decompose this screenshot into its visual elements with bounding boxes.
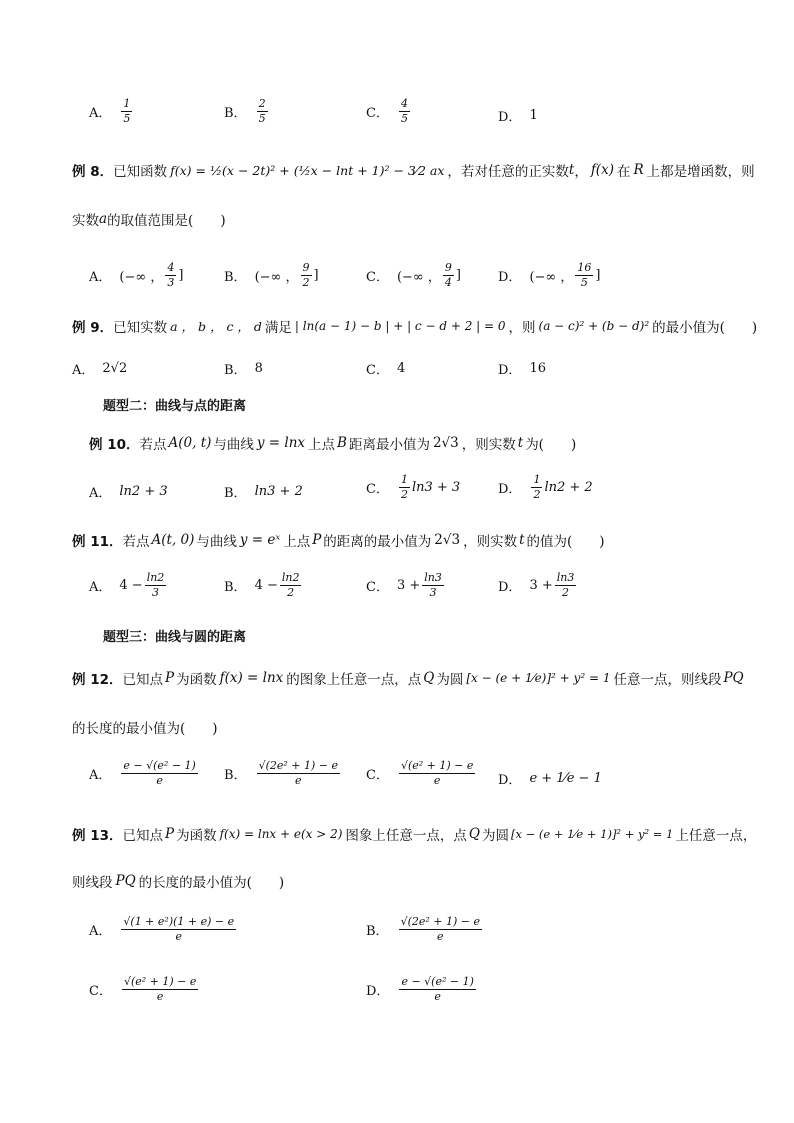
stem-text: 则线段 [72,875,113,891]
q12-stem-line2: 的长度的最小值为( ) [72,721,218,737]
option-label: A． [89,579,112,595]
stem-text: 已知实数 [113,320,168,336]
stem-text: 已知函数 [113,164,168,180]
stem-text: 的长度的最小值为( ) [138,875,285,891]
option-label: C． [89,983,112,999]
denominator: e [437,929,444,943]
stem-text: ， [574,164,588,180]
stem-text: 为圆 [482,828,509,844]
question-tag: 例 10． [89,437,140,453]
fraction [165,262,176,288]
fraction [257,760,340,786]
numerator: 1 [533,473,541,486]
fraction [121,916,236,942]
q11-option-b[interactable] [224,572,303,598]
q8-stem-line2 [72,209,226,229]
stem-text: ，则实数 [463,534,518,550]
option-label: A． [72,363,95,378]
option-label: A． [89,486,112,501]
stem-text: 上点 [308,437,336,453]
fraction [443,262,454,288]
q8-option-d[interactable] [498,262,600,288]
option-label: D． [498,110,522,125]
stem-text: 为函数 [176,672,217,688]
option-value: 4 [396,361,406,376]
option-prefix: (−∞ ， [396,269,441,285]
option-suffix: ] [178,267,184,283]
option-label: A． [89,923,112,939]
fraction [399,474,410,500]
fraction [575,262,593,288]
denominator: e [295,773,302,787]
option-label: C． [366,269,389,285]
distance: 2√3 [434,532,461,548]
option-label: A． [89,767,112,783]
stem-text: 的取值范围是( ) [107,213,226,229]
q7-option-d[interactable] [498,106,538,125]
condition: | ln(a − 1) − b | + | c − d + 2 | = 0 [294,319,506,333]
option-label: A． [89,105,112,121]
option-prefix: (−∞ ， [529,269,574,285]
option-label: D． [366,983,390,999]
function: f(x) = lnx + e(x > 2) [219,827,343,841]
q7-option-b[interactable] [224,98,270,124]
option-label: C． [366,579,389,595]
denominator: 5 [580,275,588,289]
stem-text: 的图象上任意一点，点 [286,672,422,688]
option-label: B． [224,105,247,121]
stem-text: 已知点 [122,828,163,844]
stem-text: 实数 [72,213,99,229]
section-heading: 题型二：曲线与点的距离 [103,399,247,414]
numerator: 9 [302,261,310,274]
fraction [145,572,167,598]
fraction [122,976,198,1002]
stem-text: 上点 [283,534,311,550]
fraction [121,760,197,786]
circle: [x − (e + 1⁄e)]² + y² = 1 [466,671,611,685]
q9-option-d[interactable] [498,359,546,378]
denominator: 3 [151,585,159,599]
q13-option-c[interactable] [89,976,200,1002]
stem-text: 在 [616,164,631,180]
denominator: e [434,989,441,1003]
option-label: A． [89,269,112,285]
option-value: ln2 + 3 [119,484,168,499]
numerator: 4 [400,97,408,110]
denominator: e [175,929,183,943]
fraction [301,262,312,288]
point-a: A(0, t) [168,435,212,451]
option-prefix: (−∞ ， [119,269,164,285]
option-prefix: (−∞ ， [254,269,299,285]
question-tag: 例 13． [72,828,123,844]
question-tag: 例 8． [72,164,114,180]
stem-text: 若点 [122,534,150,550]
fraction [280,572,302,598]
var-t: t [519,532,525,548]
function: f(x) = lnx [219,670,284,686]
numerator: ln2 [146,571,165,584]
q12-option-b[interactable] [224,760,342,786]
numerator: √(2e² + 1) − e [400,915,481,928]
question-tag: 例 12． [72,672,123,688]
stem-text: 满足 [264,320,292,336]
numerator: ln3 [424,571,442,584]
stem-text: ，则 [508,320,536,336]
stem-text: 上都是增函数，则 [646,164,755,180]
segment-pq: PQ [723,670,744,686]
formula: f(x) = ½(x − 2t)² + (½x − lnt + 1)² − 3⁄2 ax [170,162,445,178]
stem-text: 已知点 [122,672,163,688]
numerator: √(2e² + 1) − e [258,759,339,772]
var-t: t [517,435,524,451]
fraction [121,98,132,124]
numerator: √(e² + 1) − e [400,759,474,772]
option-label: D． [498,773,522,788]
q11-option-c[interactable] [366,572,446,598]
option-label: C． [366,481,389,497]
stem-text: 若点 [139,437,167,453]
denominator: 5 [258,111,266,125]
option-label: D． [498,481,522,497]
numerator: 4 [167,261,175,274]
fraction [399,760,475,786]
fraction [399,98,410,124]
distance: 2√3 [432,435,459,451]
question-tag: 例 11． [72,534,123,550]
stem-text: 与曲线 [196,534,237,550]
numerator: 1 [400,473,408,486]
denominator: 3 [429,585,437,599]
q10-option-b[interactable] [224,482,303,501]
denominator: e [156,989,164,1003]
numerator: 9 [444,261,452,274]
set-r: R [633,162,644,178]
q9-stem [72,316,757,336]
stem-text: 的最小值为( ) [652,320,758,336]
numerator: 2 [258,97,266,110]
option-label: D． [498,269,522,285]
q9-option-b[interactable] [224,359,263,378]
option-suffix: ] [595,267,601,283]
option-label: B． [224,486,247,501]
stem-text: 距离最小值为 [348,437,430,453]
numerator: √(1 + e²)(1 + e) − e [123,915,235,928]
option-suffix: ln2 + 2 [544,479,593,495]
denominator: 2 [533,487,541,501]
option-value: 2√2 [102,361,128,376]
circle: [x − (e + 1⁄e + 1)]² + y² = 1 [511,827,674,841]
fraction [555,572,577,598]
point-b: B [337,435,347,451]
option-suffix: ] [455,267,461,283]
denominator: 5 [123,111,131,125]
numerator: ln2 [281,571,300,584]
expression: (a − c)² + (b − d)² [538,319,650,333]
q10-stem [89,433,576,453]
q7-option-c[interactable] [366,98,412,124]
denominator: 5 [400,111,408,125]
q8-stem-line1 [72,160,755,180]
q11-option-a[interactable] [89,572,168,598]
fx: f(x) [590,162,614,178]
option-value: ln3 + 2 [254,484,303,499]
q13-stem-line2 [72,871,284,891]
curve: y = eˣ [239,532,281,548]
option-value: 8 [254,361,263,376]
option-label: B． [366,923,389,939]
denominator: 2 [302,275,310,289]
stem-text: ，若对任意的正实数 [447,164,569,180]
option-suffix: ln3 + 3 [411,479,461,495]
q7-option-a[interactable] [89,98,134,124]
point-q: Q [468,826,480,842]
q13-option-b[interactable] [366,916,484,942]
numerator: 1 [123,97,131,110]
var-a: a [99,211,108,227]
vars: a ， b ， c ， d [170,319,262,334]
q10-option-d[interactable] [498,474,593,500]
curve: y = lnx [256,435,306,451]
fraction [399,976,475,1002]
stem-text: 为圆 [436,672,464,688]
stem-text: 为函数 [176,828,217,844]
point-a: A(t, 0) [151,532,195,548]
fraction [531,474,542,500]
q12-option-c[interactable] [366,760,477,786]
option-prefix: 4 − [254,577,278,593]
stem-text: 的值为( ) [526,534,605,550]
segment-pq: PQ [115,873,136,889]
q8-option-a[interactable] [89,262,183,288]
q12-option-a[interactable] [89,760,200,786]
option-label: B． [224,363,247,378]
stem-text: ，则实数 [461,437,516,453]
stem-text: 任意一点，则线段 [613,672,722,688]
option-label: C． [366,767,389,783]
option-prefix: 4 − [119,577,143,593]
option-label: B． [224,767,247,783]
q13-option-a[interactable] [89,916,238,942]
fraction [257,98,268,124]
section-heading: 题型三：曲线与圆的距离 [103,630,247,645]
numerator: e − √(e² − 1) [401,975,474,988]
option-label: C． [366,363,389,378]
stem-text: 图象上任意一点，点 [345,828,467,844]
denominator: 2 [562,585,570,599]
fraction [422,572,444,598]
var-t: t [568,162,575,178]
option-value: 1 [529,108,538,123]
option-prefix: 3 + [396,577,421,593]
q9-option-c[interactable] [366,359,405,378]
numerator: √(e² + 1) − e [123,975,197,988]
stem-text: 为( ) [525,437,577,453]
q12-stem-line1 [72,668,746,688]
denominator: 2 [287,585,295,599]
option-value: 16 [529,361,546,376]
stem-text: 上任意一点， [675,828,757,844]
q9-option-a[interactable] [72,359,127,378]
point-p: P [312,532,322,548]
option-value: e + 1⁄e − 1 [529,771,602,786]
stem-text: 的距离的最小值为 [323,534,432,550]
point-q: Q [423,670,435,686]
q11-option-d[interactable] [498,572,578,598]
q13-stem-line1 [72,824,756,844]
denominator: 2 [400,487,408,501]
q13-option-d[interactable] [366,976,478,1002]
option-suffix: ] [313,267,319,283]
denominator: e [433,773,441,787]
q8-option-c[interactable] [366,262,461,288]
q11-stem [72,530,605,550]
numerator: 16 [577,261,592,274]
denominator: e [156,773,163,787]
option-label: D． [498,579,522,595]
question-tag: 例 9． [72,320,114,336]
denominator: 4 [444,275,452,289]
q10-option-c[interactable] [366,474,460,500]
fraction [399,916,482,942]
option-prefix: 3 + [529,577,553,593]
q12-option-d[interactable] [498,769,602,788]
numerator: ln3 [556,571,575,584]
option-label: C． [366,105,389,121]
numerator: e − √(e² − 1) [123,759,196,772]
option-label: B． [224,579,247,595]
option-label: B． [224,269,247,285]
q10-option-a[interactable] [89,482,168,501]
denominator: 3 [167,275,175,289]
point-p: P [165,826,175,842]
option-label: D． [498,363,522,378]
point-p: P [165,670,175,686]
stem-text: 与曲线 [213,437,254,453]
q8-option-b[interactable] [224,262,319,288]
